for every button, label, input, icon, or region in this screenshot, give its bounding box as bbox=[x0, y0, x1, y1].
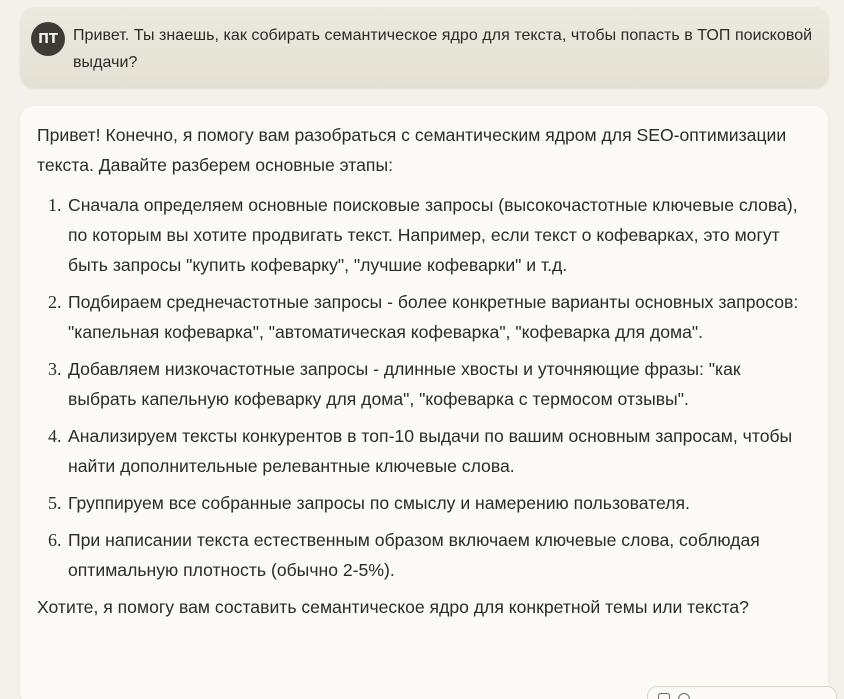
user-avatar: ПТ bbox=[31, 22, 65, 56]
list-item-number: 2. bbox=[48, 292, 62, 312]
list-item-number: 3. bbox=[48, 359, 62, 379]
user-message-text: Привет. Ты знаешь, как собирать семантическое ядро для текста, чтобы попасть в ТОП поисковой выдачи? bbox=[73, 27, 813, 71]
list-item bbox=[48, 488, 810, 518]
list-item bbox=[48, 421, 810, 481]
steps-list bbox=[37, 190, 810, 585]
retry-icon[interactable] bbox=[678, 693, 690, 699]
assistant-intro: Привет! Конечно, я помогу вам разобраться с семантическим ядром для SEO-оптимизации текста. Давайте разберем основные этапы: bbox=[37, 125, 787, 175]
list-item-text: Группируем все собранные запросы по смыслу и намерению пользователя. bbox=[68, 493, 690, 513]
message-actions bbox=[647, 686, 837, 699]
list-item-number: 5. bbox=[48, 493, 62, 513]
list-item-number: 6. bbox=[48, 530, 62, 550]
list-item-text: При написании текста естественным образом включаем ключевые слова, соблюдая оптимальную плотность (обычно 2-5%). bbox=[68, 530, 760, 580]
user-message bbox=[20, 7, 829, 88]
list-item-number: 1. bbox=[48, 195, 62, 215]
list-item bbox=[48, 525, 810, 585]
assistant-message bbox=[20, 106, 828, 699]
list-item-text: Добавляем низкочастотные запросы - длинные хвосты и уточняющие фразы: "как выбрать капельную кофеварку для дома", "кофеварка с термосом отзывы". bbox=[68, 359, 741, 409]
assistant-outro: Хотите, я помогу вам составить семантическое ядро для конкретной темы или текста? bbox=[37, 597, 749, 617]
list-item-text: Подбираем среднечастотные запросы - более конкретные варианты основных запросов: "капельная кофеварка", "автоматическая кофеварка", "кофеварка для дома". bbox=[68, 292, 799, 342]
list-item-text: Сначала определяем основные поисковые запросы (высокочастотные ключевые слова), по которым вы хотите продвигать текст. Например, если текст о кофеварках, это могут быть запросы "купить кофеварку", "лучшие кофеварки" и т.д. bbox=[68, 195, 798, 275]
list-item-number: 4. bbox=[48, 426, 62, 446]
list-item bbox=[48, 354, 810, 414]
list-item bbox=[48, 287, 810, 347]
list-item-text: Анализируем тексты конкурентов в топ-10 выдачи по вашим основным запросам, чтобы найти дополнительные релевантные ключевые слова. bbox=[68, 426, 793, 476]
copy-icon[interactable] bbox=[658, 693, 670, 699]
list-item bbox=[48, 190, 810, 280]
